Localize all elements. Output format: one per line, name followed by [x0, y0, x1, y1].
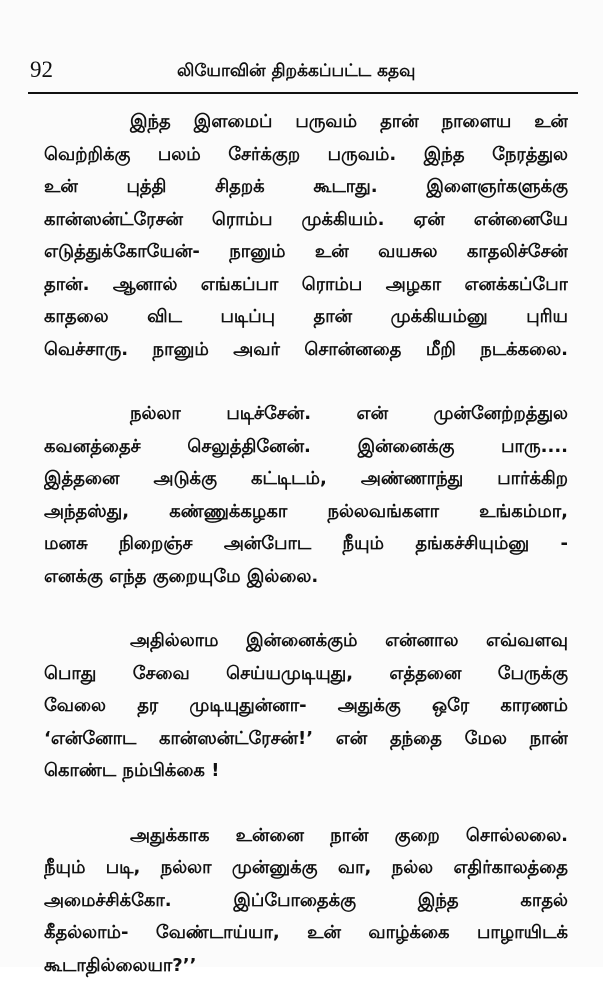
text-line: காதலை விட படிப்பு தான் முக்கியம்னு புரிய [44, 301, 568, 334]
text-line: அதில்லாம இன்னைக்கும் என்னால எவ்வளவு [44, 625, 568, 658]
body-text [44, 106, 568, 982]
text-line: உன் புத்தி சிதறக் கூடாது. இளைஞர்களுக்கு [44, 171, 568, 204]
text-line: அந்தஸ்து, கண்ணுக்கழகா நல்லவங்களா உங்கம்மா, [44, 496, 568, 529]
page-header [30, 56, 578, 90]
text-line: கொண்ட நம்பிக்கை ! [44, 755, 568, 788]
page-number: 92 [30, 56, 53, 84]
running-title: லியோவின் திறக்கப்பட்ட கதவு [177, 59, 577, 83]
text-line: நல்லா படிச்சேன். என் முன்னேற்றத்துல [44, 398, 568, 431]
text-line: ‘என்னோட கான்ஸன்ட்ரேசன்!’ என் தந்தை மேல நான் [44, 723, 568, 756]
text-line: கூடாதில்லையா?’’ [44, 950, 568, 982]
text-line: வெச்சாரு. நானும் அவர் சொன்னதை மீறி நடக்கலை. [44, 334, 568, 367]
text-line: தான். ஆனால் எங்கப்பா ரொம்ப அழகா எனக்கப்போ [44, 269, 568, 302]
text-line: கீதல்லாம்- வேண்டாய்யா, உன் வாழ்க்கை பாழாயிடக் [44, 917, 568, 950]
text-line: அமைச்சிக்கோ. இப்போதைக்கு இந்த காதல் [44, 885, 568, 918]
text-line: வேலை தர முடியுதுன்னா- அதுக்கு ஒரே காரணம் [44, 690, 568, 723]
text-line: கவனத்தைச் செலுத்தினேன். இன்னைக்கு பாரு.... [44, 431, 568, 464]
text-line: இந்த இளமைப் பருவம் தான் நாளைய உன் [44, 106, 568, 139]
header-rule [28, 92, 578, 94]
text-line: மனசு நிறைஞ்ச அன்போட நீயும் தங்கச்சியும்னு - [44, 528, 568, 561]
text-line: எனக்கு எந்த குறையுமே இல்லை. [44, 561, 568, 594]
text-line: இத்தனை அடுக்கு கட்டிடம், அண்ணாந்து பார்க்கிற [44, 463, 568, 496]
paragraph-gap [44, 593, 568, 625]
text-line: பொது சேவை செய்யமுடியுது, எத்தனை பேருக்கு [44, 658, 568, 691]
text-line: வெற்றிக்கு பலம் சேர்க்குற பருவம். இந்த நேரத்துல [44, 139, 568, 172]
text-line: கான்ஸன்ட்ரேசன் ரொம்ப முக்கியம். ஏன் என்னையே [44, 204, 568, 237]
paragraph-gap [44, 366, 568, 398]
text-line: அதுக்காக உன்னை நான் குறை சொல்லலை. [44, 820, 568, 853]
paragraph-gap [44, 788, 568, 820]
text-line: எடுத்துக்கோயேன்- நானும் உன் வயசுல காதலிச்சேன் [44, 236, 568, 269]
text-line: நீயும் படி, நல்லா முன்னுக்கு வா, நல்ல எதிர்காலத்தை [44, 852, 568, 885]
